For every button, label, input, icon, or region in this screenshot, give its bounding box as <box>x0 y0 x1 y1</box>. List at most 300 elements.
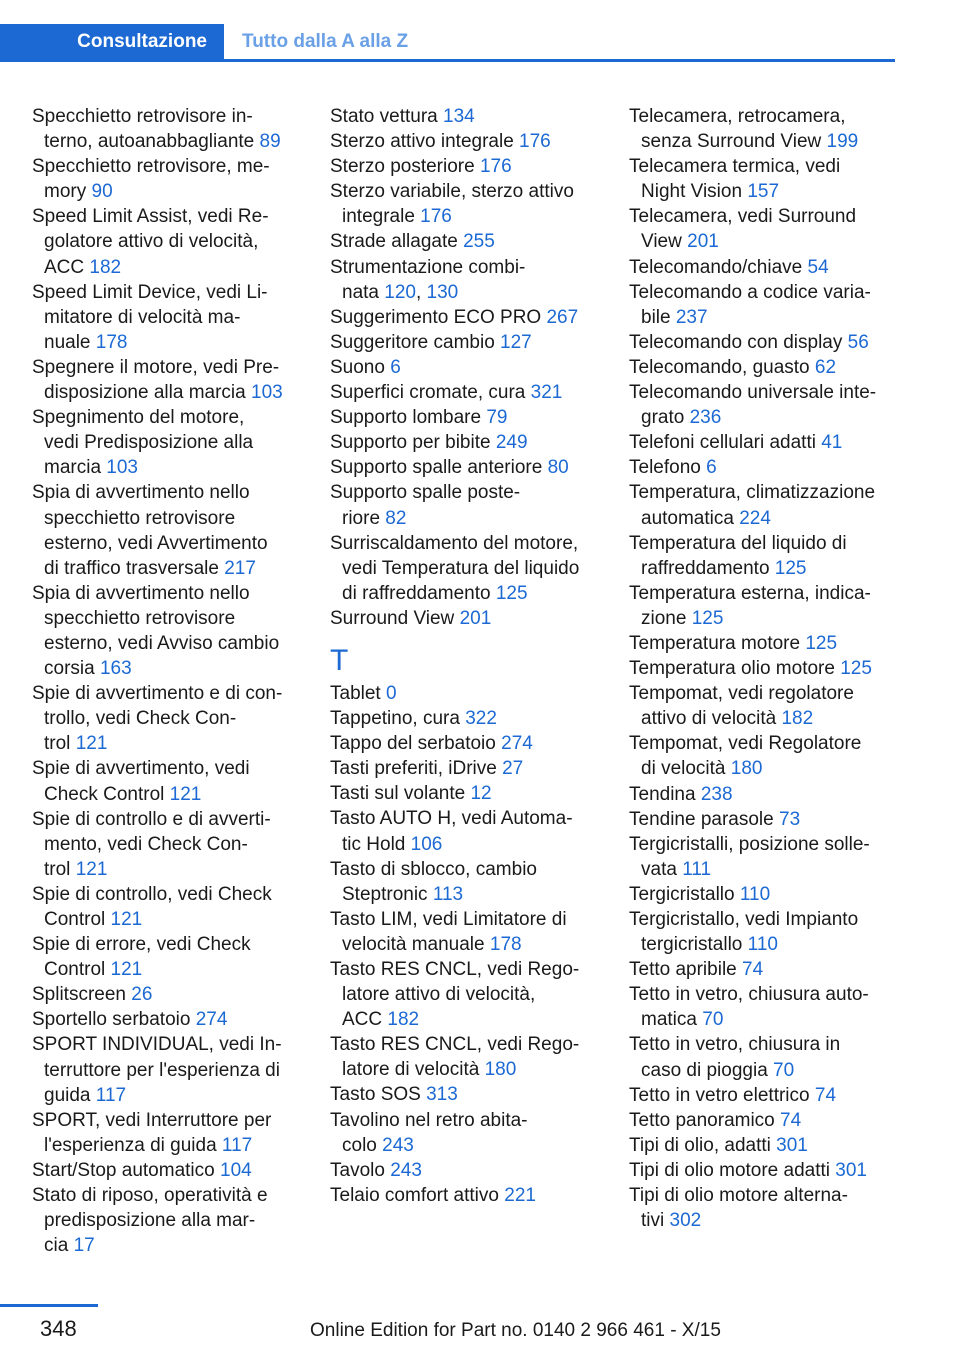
index-entry <box>32 154 300 204</box>
index-entry <box>629 330 897 355</box>
index-entry-text: Start/Stop automatico <box>32 1159 220 1181</box>
index-entry-text: Tasto LIM, vedi Limitatore di <box>330 908 567 930</box>
page-reference-link[interactable]: 237 <box>675 306 708 328</box>
page-reference-link[interactable]: 125 <box>495 582 528 604</box>
page-reference-link[interactable]: 121 <box>110 909 143 930</box>
page-reference-link[interactable]: 12 <box>470 783 492 805</box>
index-entry <box>629 882 897 907</box>
index-entry-text: guida <box>44 1084 96 1106</box>
index-entry <box>330 1108 598 1158</box>
index-entry-text: Spie di controllo, vedi Check <box>32 883 272 905</box>
index-entry <box>32 204 300 279</box>
index-entry-text: View <box>641 231 688 253</box>
index-entry <box>32 681 300 756</box>
index-entry <box>330 104 598 129</box>
index-entry <box>629 355 897 380</box>
index-entry <box>32 1007 300 1032</box>
index-entry <box>32 756 300 806</box>
index-entry <box>629 1183 897 1233</box>
index-entry-text: zione <box>641 607 692 629</box>
index-entry-text: Tendina <box>629 783 701 805</box>
index-entry <box>629 681 897 731</box>
index-entry-text: Temperatura del liquido di <box>629 532 847 554</box>
page-reference-link[interactable]: 217 <box>224 557 256 579</box>
index-entry-text: Tergicristallo <box>629 883 740 905</box>
page-reference-link[interactable]: 6 <box>390 356 401 378</box>
index-entry-text: Telecamera, vedi Surround <box>629 206 857 228</box>
index-entry-text: Tasto AUTO H, vedi Automa- <box>330 808 573 830</box>
index-entry-text: trol <box>44 858 76 880</box>
index-entry-text: vata <box>641 858 683 880</box>
index-entry <box>32 982 300 1007</box>
index-entry-text: Tablet <box>330 682 386 704</box>
index-entry-text: nata <box>342 281 385 303</box>
index-entry-text: Supporto per bibite <box>330 432 496 454</box>
index-entry-text: colo <box>342 1134 383 1156</box>
index-entry <box>629 832 897 882</box>
index-entry-text: senza Surround View <box>641 131 827 153</box>
index-entry-text: Check Control <box>44 783 170 805</box>
page-reference-link[interactable]: 274 <box>195 1009 228 1031</box>
index-entry <box>330 305 598 330</box>
page-reference-link[interactable]: 74 <box>780 1109 802 1131</box>
page-reference-link[interactable]: 176 <box>420 206 452 228</box>
index-entry <box>629 631 897 656</box>
index-entry-text: Tempomat, vedi Regolatore <box>629 733 862 755</box>
page-reference-link[interactable]: 104 <box>220 1159 252 1181</box>
page-reference-link[interactable]: 17 <box>73 1235 95 1257</box>
index-entry <box>629 430 897 455</box>
index-entry <box>330 1183 598 1208</box>
page-reference-link[interactable]: 236 <box>689 407 722 429</box>
index-entry-text: Telecomando a codice varia- <box>629 281 871 303</box>
index-entry <box>330 857 598 907</box>
page-reference-link[interactable]: 313 <box>426 1084 458 1106</box>
index-entry <box>330 229 598 254</box>
index-entry-text: Tergicristalli, posizione solle- <box>629 833 870 855</box>
index-entry-text: Telecomando/chiave <box>629 256 808 278</box>
index-entry-text: Tipi di olio motore adatti <box>629 1159 836 1181</box>
page-reference-link[interactable]: 54 <box>807 256 829 278</box>
page-reference-link[interactable]: 6 <box>706 457 717 479</box>
index-entry <box>629 731 897 781</box>
index-entry-text: mento, vedi Check Con- <box>44 833 248 855</box>
index-entry-text: disposizione alla marcia <box>44 382 251 404</box>
page-reference-link[interactable]: 70 <box>702 1009 724 1031</box>
index-entry-text: Control <box>44 959 111 981</box>
index-entry-text: Telecamera, retrocamera, <box>629 106 846 127</box>
index-entry-text: Tasto SOS <box>330 1084 427 1106</box>
page-reference-link[interactable]: 120 <box>384 281 416 303</box>
index-entry-text: Telecomando con display <box>629 331 848 353</box>
index-entry-text: Tipi di olio motore alterna- <box>629 1185 848 1207</box>
index-entry-text: Spie di controllo e di avverti- <box>32 808 271 830</box>
page-reference-link[interactable]: 103 <box>106 457 138 479</box>
index-entry-text: ACC <box>342 1009 388 1031</box>
index-entry-text: specchietto retrovisore <box>44 607 236 629</box>
index-entry <box>330 806 598 856</box>
index-entry-text: mory <box>44 181 92 203</box>
index-entry-text: mitatore di velocità ma- <box>44 306 241 328</box>
index-entry: Strumentazione combi- nata 120, 130 <box>330 256 526 303</box>
index-entry-text: Night Vision <box>641 181 748 203</box>
index-entry <box>330 1158 598 1183</box>
index-entry-text: Suggeritore cambio <box>330 331 501 353</box>
index-entry-text: marcia <box>44 457 107 479</box>
page-reference-link[interactable]: 73 <box>779 808 801 830</box>
index-entry-text: Supporto lombare <box>330 407 487 429</box>
index-entry-text: cia <box>44 1235 74 1257</box>
index-entry-text: Tappo del serbatoio <box>330 733 502 755</box>
index-entry-text: Spia di avvertimento nello <box>32 582 250 604</box>
index-entry <box>330 330 598 355</box>
index-entry-text: Suono <box>330 356 391 378</box>
page-reference-link[interactable]: 103 <box>251 382 283 404</box>
index-entry <box>629 455 897 480</box>
page-reference-link[interactable]: 117 <box>221 1134 253 1156</box>
index-entry-text: SPORT INDIVIDUAL, vedi In- <box>32 1034 282 1056</box>
index-entry-text: Tetto in vetro, chiusura auto- <box>629 984 869 1006</box>
index-entry-text: Temperatura esterna, indica- <box>629 582 871 604</box>
index-entry-text: predisposizione alla mar- <box>44 1210 256 1232</box>
page-reference-link[interactable]: 182 <box>387 1009 420 1031</box>
header-bar <box>0 24 895 60</box>
index-entry <box>32 882 300 932</box>
index-entry-text: di traffico trasversale <box>44 557 225 579</box>
index-entry <box>330 756 598 781</box>
page-reference-link[interactable]: 199 <box>826 131 859 153</box>
page-reference-link[interactable]: 267 <box>546 306 579 328</box>
index-entry-text: Speed Limit Assist, vedi Re- <box>32 206 269 228</box>
index-entry-text: Tipi di olio, adatti <box>629 1134 777 1156</box>
index-entry-text: Spie di avvertimento e di con- <box>32 683 283 705</box>
page-reference-link[interactable]: 157 <box>747 181 780 203</box>
index-entry-text: Sterzo variabile, sterzo attivo <box>330 181 574 203</box>
index-entry-text: vedi Predisposizione alla <box>44 432 254 454</box>
index-column-2 <box>330 104 598 1208</box>
index-entry-text: Tasto RES CNCL, vedi Rego- <box>330 1034 580 1056</box>
index-entry-text: Spie di errore, vedi Check <box>32 934 251 956</box>
index-entry-text: Tempomat, vedi regolatore <box>629 683 854 705</box>
index-entry <box>629 280 897 330</box>
index-entry-text: Telecomando, guasto <box>629 356 815 378</box>
index-entry-text: tivi <box>641 1210 670 1232</box>
index-entry <box>629 807 897 832</box>
index-entry-text: latore attivo di velocità, <box>342 984 536 1006</box>
page-reference-link[interactable]: 110 <box>739 883 771 905</box>
page-reference-link[interactable]: 111 <box>682 858 712 880</box>
page-reference-link[interactable]: 255 <box>463 231 495 253</box>
page-reference-link[interactable]: 80 <box>547 457 569 479</box>
index-entry <box>330 907 598 957</box>
index-entry-text: Surriscaldamento del motore, <box>330 532 579 554</box>
index-entry <box>629 1108 897 1133</box>
index-entry <box>629 531 897 581</box>
page-reference-link[interactable]: 113 <box>432 883 464 905</box>
page-reference-link[interactable]: 176 <box>479 156 512 178</box>
index-entry <box>629 656 897 681</box>
index-entry-text: Temperatura, climatizzazione <box>629 482 876 504</box>
index-entry-text: Spegnimento del motore, <box>32 407 245 429</box>
index-entry-text: Specchietto retrovisore in- <box>32 106 253 127</box>
index-entry <box>629 1032 897 1082</box>
index-entry <box>629 907 897 957</box>
page-reference-link[interactable]: 322 <box>465 708 497 730</box>
index-entry-text: Spia di avvertimento nello <box>32 482 250 504</box>
index-entry <box>629 982 897 1032</box>
page-reference-link[interactable]: 243 <box>382 1134 414 1156</box>
index-entry <box>32 355 300 405</box>
page-reference-link[interactable]: 249 <box>495 432 528 454</box>
page-reference-link[interactable]: 201 <box>459 607 492 629</box>
index-entry-text: Tasti sul volante <box>330 783 471 805</box>
index-entry <box>330 129 598 154</box>
page-reference-link[interactable]: 301 <box>835 1159 867 1181</box>
index-entry-text: Strumentazione combi- <box>330 256 526 278</box>
index-entry <box>32 807 300 882</box>
index-entry-text: vedi Temperatura del liquido <box>342 557 580 579</box>
page-reference-link[interactable]: 106 <box>410 833 443 855</box>
index-entry <box>629 782 897 807</box>
index-entry-text: Tavolino nel retro abita- <box>330 1109 528 1131</box>
index-entry-text: Tasto RES CNCL, vedi Rego- <box>330 959 580 980</box>
index-entry <box>32 280 300 355</box>
page-reference-link[interactable]: 56 <box>847 331 869 353</box>
header-rule <box>0 59 895 62</box>
index-entry-text: Splitscreen <box>32 984 132 1006</box>
index-entry <box>629 480 897 530</box>
page-reference-link[interactable]: 182 <box>781 708 814 730</box>
index-entry-text: Speed Limit Device, vedi Li- <box>32 281 268 303</box>
index-entry <box>330 957 598 1032</box>
page-reference-link[interactable]: 243 <box>390 1159 422 1181</box>
page-reference-link[interactable]: 117 <box>95 1084 127 1106</box>
page-reference-link[interactable]: 180 <box>730 758 763 780</box>
page-reference-link[interactable]: 125 <box>805 632 838 654</box>
index-entry-text: Tavolo <box>330 1159 391 1181</box>
page-reference-link[interactable]: 301 <box>776 1134 808 1156</box>
index-column-1 <box>32 104 300 1258</box>
page-reference-link[interactable]: 178 <box>95 331 128 353</box>
page-reference-link[interactable]: 79 <box>486 407 508 429</box>
page-reference-link[interactable]: 302 <box>669 1210 702 1232</box>
page-reference-link[interactable]: 26 <box>131 984 153 1006</box>
index-entry-text: Supporto spalle anteriore <box>330 457 548 479</box>
index-entry <box>330 355 598 380</box>
index-entry-text: trol <box>44 733 76 755</box>
page-reference-link[interactable]: 27 <box>502 758 524 780</box>
page-reference-link[interactable]: 274 <box>501 733 533 755</box>
index-entry-text: Superfici cromate, cura <box>330 382 531 404</box>
index-entry <box>32 581 300 681</box>
index-entry-text: matica <box>641 1009 703 1031</box>
index-entry-text: esterno, vedi Avviso cambio <box>44 632 280 654</box>
index-entry-text: l'esperienza di guida <box>44 1134 222 1156</box>
page-reference-link[interactable]: 180 <box>484 1059 517 1081</box>
index-entry <box>330 154 598 179</box>
page-reference-link[interactable]: 121 <box>169 783 202 805</box>
index-entry-text: SPORT, vedi Interruttore per <box>32 1109 272 1131</box>
index-entry <box>32 1032 300 1107</box>
index-entry <box>330 380 598 405</box>
page-reference-link[interactable]: 130 <box>426 281 459 303</box>
index-entry <box>32 1108 300 1158</box>
index-entry-text: Control <box>44 909 111 930</box>
index-entry <box>629 1158 897 1183</box>
index-entry-text: Tetto panoramico <box>629 1109 781 1131</box>
index-entry-text: attivo di velocità <box>641 708 782 730</box>
index-entry-text: di velocità <box>641 758 731 780</box>
index-entry <box>629 204 897 254</box>
index-entry-text: Tendine parasole <box>629 808 779 830</box>
index-entry <box>330 405 598 430</box>
index-entry-text: specchietto retrovisore <box>44 507 236 529</box>
index-entry-text: terno, autoanabbagliante <box>44 131 260 153</box>
page-reference-link[interactable]: 121 <box>110 959 143 981</box>
index-entry-text: grato <box>641 407 690 429</box>
page-reference-link[interactable]: 82 <box>385 507 407 529</box>
page-reference-link[interactable]: 121 <box>75 733 108 755</box>
index-entry <box>330 531 598 606</box>
index-entry <box>330 1032 598 1082</box>
index-entry-text: latore di velocità <box>342 1059 485 1081</box>
page-reference-link[interactable]: 125 <box>840 658 872 680</box>
page-reference-link[interactable]: 62 <box>814 356 837 378</box>
index-entry <box>330 179 598 229</box>
index-entry-text: Stato vettura <box>330 106 444 127</box>
page-reference-link[interactable]: 178 <box>489 933 522 955</box>
index-entry <box>330 1082 598 1107</box>
index-entry-text: caso di pioggia <box>641 1059 774 1081</box>
index-entry-text: Tasto di sblocco, cambio <box>330 858 537 880</box>
index-entry-text: Tappetino, cura <box>330 708 466 730</box>
index-entry-text: nuale <box>44 331 96 353</box>
index-entry-text: Temperatura motore <box>629 632 806 654</box>
index-entry-text: Tetto in vetro elettrico <box>629 1084 815 1106</box>
index-entry-text: Tasti preferiti, iDrive <box>330 758 503 780</box>
page-reference-link[interactable]: 125 <box>691 607 724 629</box>
index-entry <box>330 781 598 806</box>
index-entry-text: Strade allagate <box>330 231 464 253</box>
page-reference-link[interactable]: 176 <box>519 131 551 153</box>
index-entry-text: terruttore per l'esperienza di <box>44 1059 280 1081</box>
index-entry <box>629 957 897 982</box>
index-entry <box>32 104 300 154</box>
page-reference-link[interactable]: 221 <box>504 1184 536 1206</box>
index-entry-text: Steptronic <box>342 883 433 905</box>
index-entry <box>629 581 897 631</box>
index-entry-text: Sterzo attivo integrale <box>330 131 520 153</box>
index-column-3 <box>629 104 897 1233</box>
index-entry-text: raffreddamento <box>641 557 775 579</box>
footer-rule <box>0 1304 98 1307</box>
index-entry <box>32 405 300 480</box>
page-reference-link[interactable]: 89 <box>259 131 281 153</box>
index-entry-text: Tetto in vetro, chiusura in <box>629 1034 841 1056</box>
index-entry <box>330 731 598 756</box>
index-entry-text: di raffreddamento <box>342 582 496 604</box>
index-entry-text: Telaio comfort attivo <box>330 1184 505 1206</box>
index-entry-text: corsia <box>44 658 100 680</box>
index-entry <box>629 154 897 204</box>
index-entry <box>629 1133 897 1158</box>
index-entry <box>629 255 897 280</box>
tab-consultazione[interactable]: Consultazione <box>0 24 224 60</box>
index-entry <box>32 1183 300 1258</box>
index-entry <box>330 430 598 455</box>
index-entry <box>32 1158 300 1183</box>
index-entry <box>330 480 598 530</box>
index-entry <box>330 681 598 706</box>
page-reference-link[interactable]: 201 <box>687 231 719 253</box>
page-reference-link[interactable]: 70 <box>773 1059 795 1081</box>
page-reference-link[interactable]: 182 <box>89 256 122 278</box>
index-entry-text: esterno, vedi Avvertimento <box>44 532 268 554</box>
index-entry-text: Suggerimento ECO PRO <box>330 306 547 328</box>
page-reference-link[interactable]: 238 <box>700 783 733 805</box>
index-entry-text: golatore attivo di velocità, <box>44 231 259 253</box>
index-entry-text: Tetto apribile <box>629 959 743 981</box>
index-entry <box>330 706 598 731</box>
index-entry-text: Telefoni cellulari adatti <box>629 432 822 454</box>
index-entry-text: Surround View <box>330 607 460 629</box>
index-entry-text: Supporto spalle poste- <box>330 482 521 504</box>
index-letter-heading: T <box>330 643 349 677</box>
index-entry <box>32 480 300 580</box>
index-entry-text: automatica <box>641 507 740 529</box>
index-entry <box>330 455 598 480</box>
index-entry <box>629 380 897 430</box>
index-entry-text: Spegnere il motore, vedi Pre- <box>32 356 280 378</box>
index-entry-text: Sterzo posteriore <box>330 156 480 178</box>
index-entry-text: Telefono <box>629 457 707 479</box>
page-reference-link[interactable]: 41 <box>821 432 843 454</box>
page-reference-link[interactable]: 121 <box>75 858 108 880</box>
index-entry <box>330 606 598 631</box>
page-reference-link[interactable]: 321 <box>530 382 563 404</box>
page-reference-link[interactable]: 110 <box>747 934 778 956</box>
page-reference-link[interactable]: 134 <box>443 106 475 127</box>
index-entry-text: tic Hold <box>342 833 411 855</box>
index-entry-text: Stato di riposo, operatività e <box>32 1185 268 1207</box>
page-number: 348 <box>40 1316 77 1341</box>
index-entry-text: Specchietto retrovisore, me- <box>32 156 270 178</box>
index-entry <box>629 1083 897 1108</box>
page-reference-link[interactable]: 127 <box>500 331 532 353</box>
page-reference-link[interactable]: 125 <box>774 557 807 579</box>
index-entry <box>629 104 897 154</box>
index-entry-text: bile <box>641 306 676 328</box>
index-entry-text: Telecamera termica, vedi <box>629 156 841 178</box>
index-entry-text: Telecomando universale inte- <box>629 382 877 404</box>
page-reference-link[interactable]: 74 <box>742 959 764 981</box>
index-entry <box>32 932 300 982</box>
page-reference-link[interactable]: 224 <box>739 507 771 529</box>
index-entry-text: tergicristallo <box>641 934 748 956</box>
index-entry-text: Tergicristallo, vedi Impianto <box>629 909 859 930</box>
index-entry-text: Temperatura olio motore <box>629 658 841 680</box>
index-entry-text: integrale <box>342 206 421 228</box>
index-entry-text: riore <box>342 507 386 529</box>
page-reference-link[interactable]: 163 <box>99 658 132 680</box>
tab-tutto-dalla-a-alla-z[interactable]: Tutto dalla A alla Z <box>242 31 409 52</box>
page-reference-link[interactable]: 74 <box>814 1084 837 1106</box>
index-entry-text: Sportello serbatoio <box>32 1009 196 1031</box>
page-reference-link[interactable]: 90 <box>91 181 113 203</box>
page-reference-link[interactable]: 0 <box>385 682 397 704</box>
edition-note: Online Edition for Part no. 0140 2 966 461 - X/15 <box>310 1320 721 1341</box>
index-entry-text: velocità manuale <box>342 933 490 955</box>
